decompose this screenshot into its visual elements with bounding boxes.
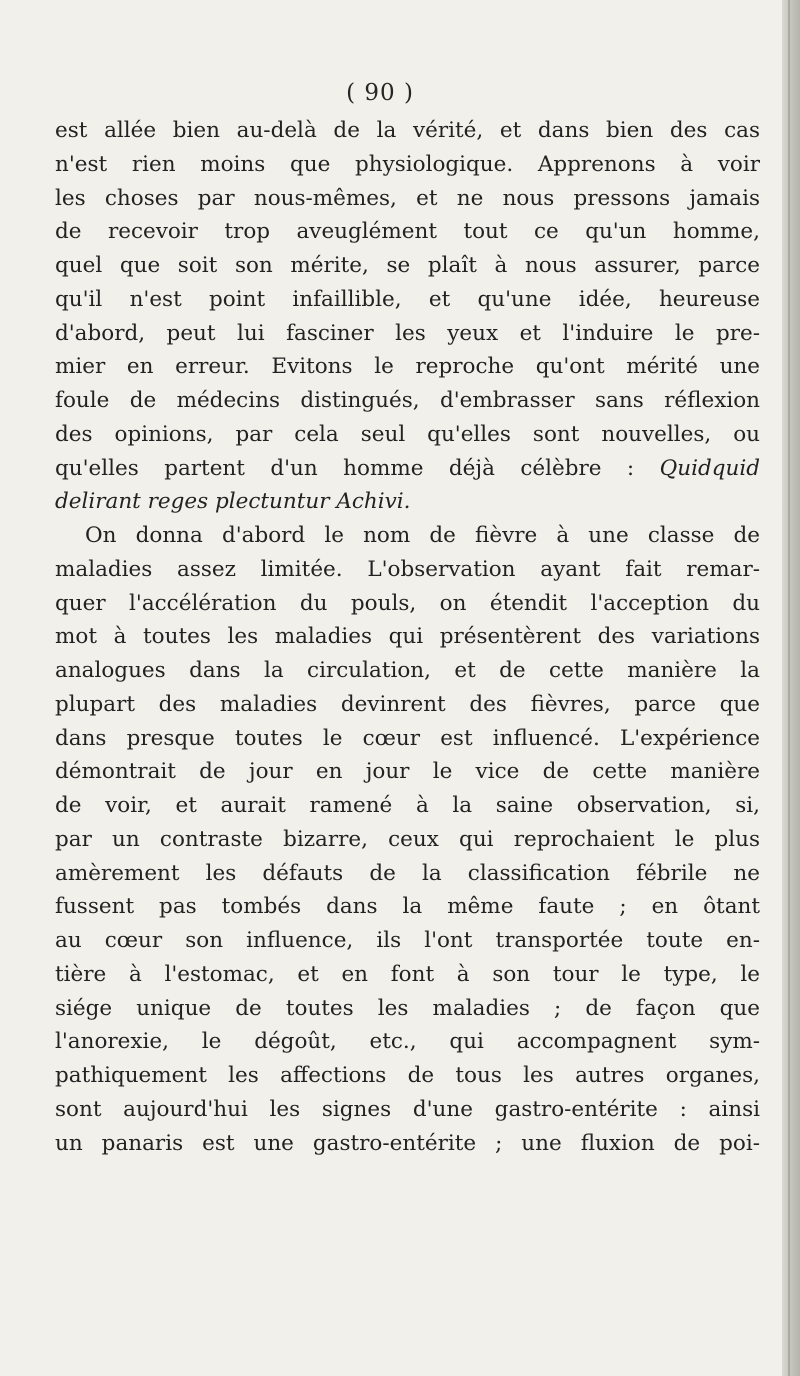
page-number: ( 90 ) <box>346 80 414 106</box>
text-segment: qu'elles partent d'un homme déjà célèbre : <box>55 455 660 481</box>
text-line: d'abord, peut lui fasciner les yeux et l'induire le pre- <box>55 320 760 346</box>
text-line-with-italic <box>55 452 760 486</box>
text-line: quer l'accélération du pouls, on étendit l'acception du <box>55 590 760 616</box>
text-line: les choses par nous-mêmes, et ne nous pressons jamais <box>55 185 760 211</box>
text-line: maladies assez limitée. L'observation ayant fait remar- <box>55 556 760 582</box>
latin-quote-line: delirant reges plectuntur Achivi. <box>55 489 411 515</box>
text-line: foule de médecins distingués, d'embrasser sans réflexion <box>55 388 760 413</box>
text-line: quel que soit son mérite, se plaît à nous assurer, parce <box>55 253 760 278</box>
text-line: sont aujourd'hui les signes d'une gastro-entérite : ainsi <box>55 1096 760 1122</box>
text-line: n'est rien moins que physiologique. Apprenons à voir <box>55 151 760 177</box>
latin-quote-start: Quidquid <box>659 455 760 481</box>
text-line: tière à l'estomac, et en font à son tour le type, le <box>55 961 760 987</box>
text-line: plupart des maladies devinrent des fièvres, parce que <box>55 691 760 717</box>
text-line: analogues dans la circulation, et de cette manière la <box>55 658 760 683</box>
text-line: des opinions, par cela seul qu'elles sont nouvelles, ou <box>55 421 760 447</box>
text-line: pathiquement les affections de tous les autres organes, <box>55 1063 760 1088</box>
text-line: fussent pas tombés dans la même faute ; en ôtant <box>55 894 760 920</box>
page-edge-line <box>788 0 790 1376</box>
text-line: qu'il n'est point infaillible, et qu'une idée, heureuse <box>55 286 760 312</box>
text-line: mier en erreur. Evitons le reproche qu'ont mérité une <box>55 354 760 380</box>
text-line: dans presque toutes le cœur est influencé. L'expérience <box>55 725 760 751</box>
paragraph-start-line: On donna d'abord le nom de fièvre à une classe de <box>85 523 760 548</box>
body-text <box>55 114 760 1160</box>
text-line: mot à toutes les maladies qui présentèrent des variations <box>55 624 760 650</box>
text-line: par un contraste bizarre, ceux qui reprochaient le plus <box>55 826 760 852</box>
text-line: démontrait de jour en jour le vice de cette manière <box>55 759 760 785</box>
text-line: l'anorexie, le dégoût, etc., qui accompagnent sym- <box>55 1029 760 1055</box>
page-edge-shadow <box>782 0 800 1376</box>
text-line: un panaris est une gastro-entérite ; une fluxion de poi- <box>55 1130 760 1156</box>
text-line: amèrement les défauts de la classification fébrile ne <box>55 860 760 886</box>
text-line: au cœur son influence, ils l'ont transportée toute en- <box>55 928 760 953</box>
text-line: de voir, et aurait ramené à la saine observation, si, <box>55 793 760 818</box>
text-line: de recevoir trop aveuglément tout ce qu'un homme, <box>55 219 760 245</box>
text-line: est allée bien au-delà de la vérité, et dans bien des cas <box>55 118 760 143</box>
text-line: siége unique de toutes les maladies ; de façon que <box>55 995 760 1021</box>
